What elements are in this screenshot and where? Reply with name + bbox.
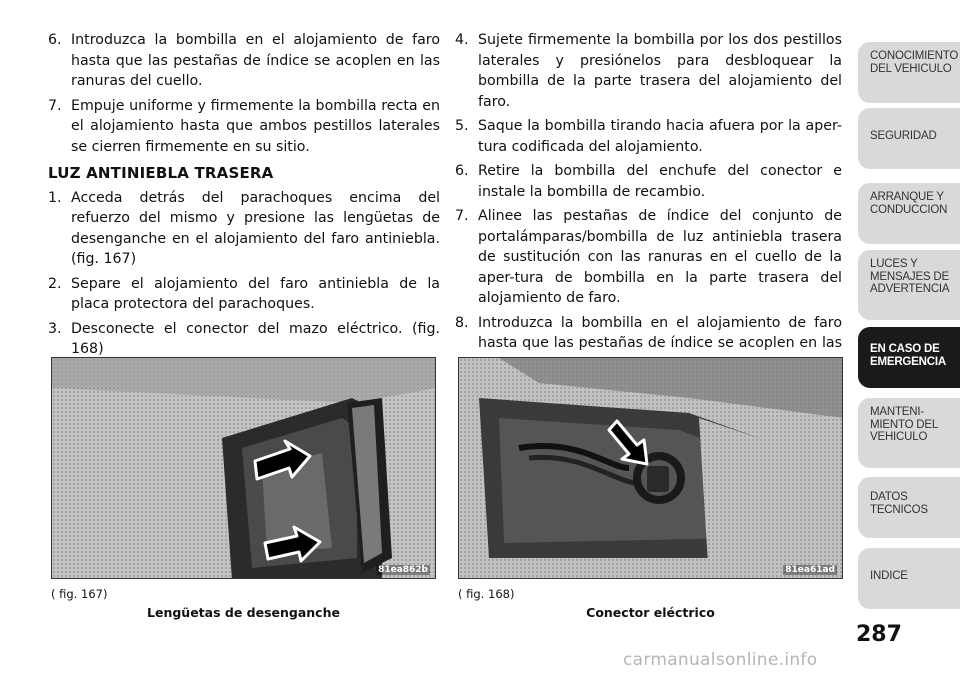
figure-reference: ( fig. 167) <box>51 587 108 601</box>
list-item: 3. Desconecte el conector del mazo eléctrico. (fig. 168) <box>48 320 440 357</box>
tab-arranque-y-conduccion[interactable]: ARRANQUE Y CONDUCCION <box>858 183 960 244</box>
instruction-list-top <box>48 30 440 157</box>
list-item: 6. Retire la bombilla del enchufe del conector e instale la bombilla de recambio. <box>455 163 842 200</box>
instruction-list-bottom <box>48 188 440 360</box>
watermark: carmanualsonline.info <box>623 650 818 670</box>
list-item: 2. Separe el alojamiento del faro antiniebla de la placa protectora del parachoques. <box>48 275 440 312</box>
figure-reference: ( fig. 168) <box>458 587 515 601</box>
tab-seguridad[interactable]: SEGURIDAD <box>858 108 960 169</box>
page-number: 287 <box>856 622 902 647</box>
chapter-sidebar <box>858 0 960 678</box>
figure-168-photo <box>458 357 843 579</box>
list-item: 7. Empuje uniforme y firmemente la bombilla recta en el alojamiento hasta que ambos pestillos laterales se cierren firmemente en su sitio. <box>48 97 440 155</box>
list-item: 7. Alinee las pestañas de índice del conjunto de portalámparas/bombilla de luz antiniebla trasera de sustitución con las ranuras en el cuello de la aper-tura de bombilla en la parte trasera del alojamiento de faro. <box>455 208 842 306</box>
list-item: 5. Saque la bombilla tirando hacia afuera por la aper-tura codificada del alojamiento. <box>455 118 842 155</box>
list-item: 4. Sujete firmemente la bombilla por los dos pestillos laterales y presiónelos para desbloquear la bombilla de la parte trasera del alojamiento del faro. <box>455 32 842 110</box>
figure-code: 81ea862b <box>378 565 428 575</box>
figure-code: 81ea61ad <box>785 565 835 575</box>
figure-caption: Lengüetas de desenganche <box>147 605 340 620</box>
tab-mantenimiento-del-vehiculo[interactable]: MANTENI- MIENTO DEL VEHICULO <box>858 398 960 468</box>
tab-datos-tecnicos[interactable]: DATOS TECNICOS <box>858 477 960 538</box>
list-item: 6. Introduzca la bombilla en el alojamiento de faro hasta que las pestañas de índice se acoplen en las ranuras del cuello. <box>48 32 440 89</box>
tab-en-caso-de-emergencia[interactable]: EN CASO DE EMERGENCIA <box>858 327 960 388</box>
electrical-connector-illustration <box>459 358 843 579</box>
left-text-column <box>48 30 440 364</box>
section-heading: LUZ ANTINIEBLA TRASERA <box>48 164 274 182</box>
release-tabs-illustration <box>52 358 436 579</box>
figure-caption: Conector eléctrico <box>586 605 715 620</box>
figure-167-photo <box>51 357 436 579</box>
tab-indice[interactable]: INDICE <box>858 548 960 609</box>
right-text-column <box>455 30 842 378</box>
instruction-list-right <box>455 30 842 374</box>
list-item: 8. Introduzca la bombilla en el alojamiento de faro hasta que las pestañas de índice se acoplen en las <box>455 314 842 351</box>
tab-luces-y-mensajes-de-advertencia[interactable]: LUCES Y MENSAJES DE ADVERTENCIA <box>858 250 960 320</box>
tab-conocimiento-del-vehiculo[interactable]: CONOCIMIENTO DEL VEHICULO <box>858 42 960 103</box>
list-item: 1. Acceda detrás del parachoques encima del refuerzo del mismo y presione las lengüetas de desenganche en el alojamiento del faro antiniebla. (fig. 167) <box>48 189 440 267</box>
